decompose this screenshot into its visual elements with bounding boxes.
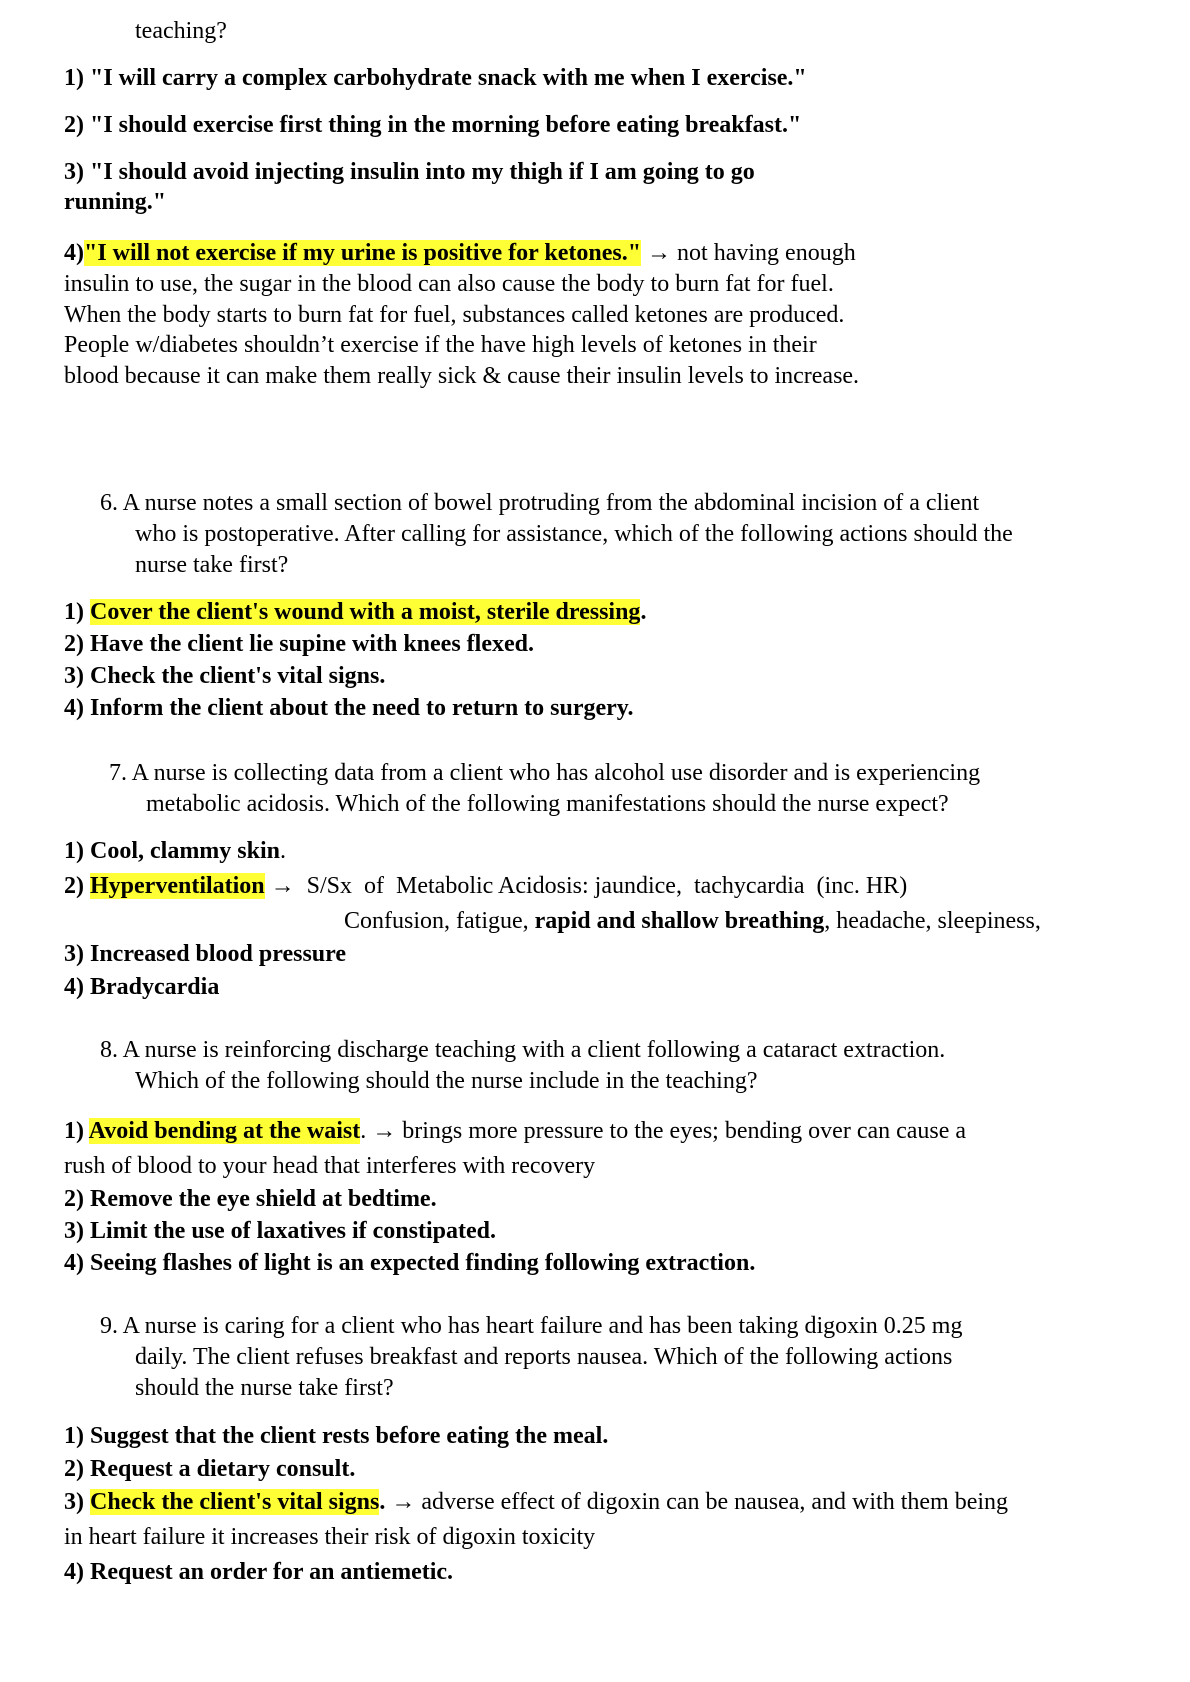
q8-option-1 [64,1116,966,1146]
q7-option-2 [64,871,907,901]
q5-option-2: 2) "I should exercise first thing in the morning before eating breakfast." [64,112,802,138]
q5-rationale-line-1: insulin to use, the sugar in the blood can also cause the body to burn fat for fuel. [64,271,834,297]
q9-option-3-period: . [379,1489,386,1515]
q7-option-2-answer-highlight: Hyperventilation [90,873,265,899]
q7-option-4: 4) Bradycardia [64,974,220,1000]
q6-option-1 [64,597,646,627]
q7-note-symptoms: Confusion, fatigue, [344,908,535,934]
q5-option-3-line-2: running." [64,189,167,215]
q5-rationale-line-4: blood because it can make them really sick & cause their insulin levels to increase. [64,363,860,389]
q5-option-3-line-1: 3) "I should avoid injecting insulin into my thigh if I am going to go [64,159,755,185]
q9-option-1: 1) Suggest that the client rests before eating the meal. [64,1423,609,1449]
q8-stem-line-1: 8. A nurse is reinforcing discharge teaching with a client following a cataract extraction. [100,1037,946,1063]
q8-option-2: 2) Remove the eye shield at bedtime. [64,1186,437,1212]
q6-option-3: 3) Check the client's vital signs. [64,663,386,689]
q9-option-4: 4) Request an order for an antiemetic. [64,1559,454,1585]
q9-stem-line-1: 9. A nurse is caring for a client who has heart failure and has been taking digoxin 0.25 mg [100,1313,963,1339]
q5-option-1: 1) "I will carry a complex carbohydrate snack with me when I exercise." [64,65,807,91]
q9-option-3-note: → adverse effect of digoxin can be nausea, and with them being [385,1489,1009,1515]
q7-option-1-text: 1) Cool, clammy skin [64,838,280,864]
q7-note-breathing: rapid and shallow breathing [534,908,825,934]
q8-option-1-note: → brings more pressure to the eyes; bending over can cause a [366,1118,967,1144]
q9-option-3-number: 3) [64,1489,90,1515]
q9-option-3-answer-highlight: Check the client's vital signs [90,1489,380,1515]
q7-option-2-number: 2) [64,873,90,899]
q6-option-4: 4) Inform the client about the need to return to surgery. [64,695,634,721]
q8-option-1-number: 1) [64,1118,89,1144]
q9-option-3-note-line-2: in heart failure it increases their risk of digoxin toxicity [64,1524,596,1550]
q5-stem-tail: teaching? [135,18,227,44]
q8-option-3: 3) Limit the use of laxatives if constipated. [64,1218,496,1244]
q9-option-3 [64,1487,1008,1517]
q7-option-1 [64,836,286,866]
q7-stem-line-1: 7. A nurse is collecting data from a client who has alcohol use disorder and is experiencing [109,760,981,786]
q5-option-4 [64,238,856,268]
q6-stem-line-3: nurse take first? [135,552,289,578]
q6-stem-line-1: 6. A nurse notes a small section of bowel protruding from the abdominal incision of a client [100,490,980,516]
q5-option-4-answer-highlight: "I will not exercise if my urine is positive for ketones." [84,240,642,266]
q6-option-2: 2) Have the client lie supine with knees flexed. [64,631,534,657]
q8-option-1-note-line-2: rush of blood to your head that interferes with recovery [64,1153,596,1179]
q9-option-2: 2) Request a dietary consult. [64,1456,356,1482]
q8-option-1-answer-highlight: Avoid bending at the waist [88,1118,361,1144]
q7-option-2-note-line-2 [344,906,1041,936]
q7-note-symptoms-end: , headache, sleepiness, [824,908,1041,934]
q7-option-2-note: → S/Sx of Metabolic Acidosis: jaundice, tachycardia (inc. HR) [264,873,908,899]
q7-option-1-period: . [280,838,286,864]
q6-option-1-period: . [640,599,647,625]
q5-rationale-line-3: People w/diabetes shouldn’t exercise if the have high levels of ketones in their [64,332,817,358]
q6-option-1-number: 1) [64,599,90,625]
q5-option-4-note: → not having enough [641,240,856,266]
q8-option-4: 4) Seeing flashes of light is an expected finding following extraction. [64,1250,756,1276]
q9-stem-line-3: should the nurse take first? [135,1375,394,1401]
q6-stem-line-2: who is postoperative. After calling for assistance, which of the following actions should the [135,521,1013,547]
q7-stem-line-2: metabolic acidosis. Which of the following manifestations should the nurse expect? [146,791,949,817]
q8-stem-line-2: Which of the following should the nurse include in the teaching? [135,1068,758,1094]
q9-stem-line-2: daily. The client refuses breakfast and reports nausea. Which of the following actions [135,1344,953,1370]
q5-option-4-number: 4) [64,240,84,266]
q7-option-3: 3) Increased blood pressure [64,941,347,967]
q8-option-1-period: . [360,1118,367,1144]
q5-rationale-line-2: When the body starts to burn fat for fuel, substances called ketones are produced. [64,302,845,328]
q6-option-1-answer-highlight: Cover the client's wound with a moist, sterile dressing [90,599,641,625]
